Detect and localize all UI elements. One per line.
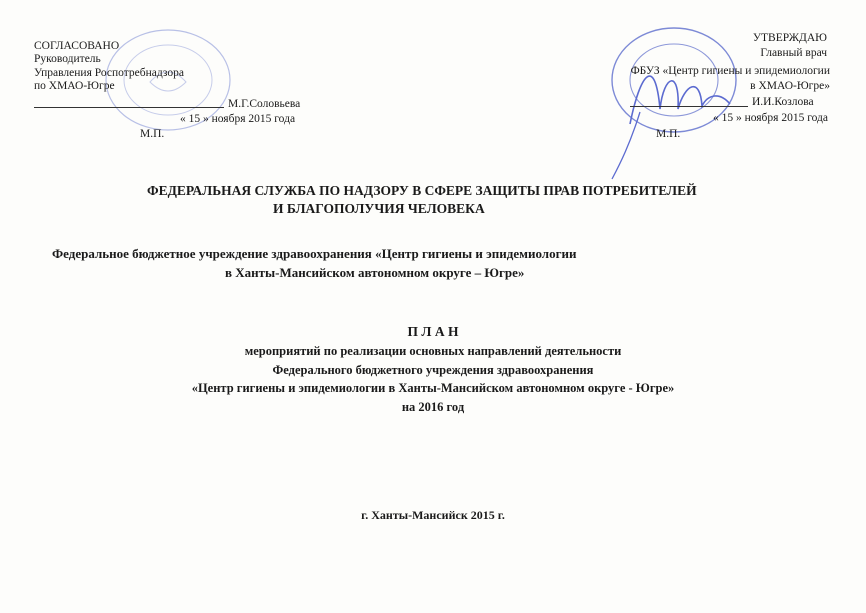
plan-title: П Л А Н (407, 324, 459, 339)
institution-title-line1: Федеральное бюджетное учреждение здравоохранения «Центр гигиены и эпидемиологии (52, 246, 577, 261)
right-signer-name: И.И.Козлова (752, 96, 814, 108)
left-approval-label: СОГЛАСОВАНО (34, 40, 120, 52)
left-approval-org: Управления Роспотребнадзора (34, 67, 184, 79)
left-approval-position: Руководитель (34, 53, 101, 65)
plan-subtitle-line2: Федерального бюджетного учреждения здравоохранения (272, 363, 594, 377)
left-signature-line (34, 107, 224, 108)
left-approval-date: « 15 » ноября 2015 года (180, 113, 296, 125)
left-stamp-mark: М.П. (140, 128, 165, 140)
institution-title-line2: в Ханты-Мансийском автономном округе – Югре» (225, 265, 525, 280)
plan-subtitle-line3: «Центр гигиены и эпидемиологии в Ханты-Мансийском автономном округе - Югре» (191, 381, 675, 395)
right-stamp-mark: М.П. (656, 128, 681, 140)
right-approval-org: ФБУЗ «Центр гигиены и эпидемиологии (630, 65, 830, 77)
right-approval-label: УТВЕРЖДАЮ (752, 32, 827, 44)
left-signer-name: М.Г.Соловьева (228, 98, 301, 110)
right-stamp-image (600, 14, 750, 184)
right-approval-date: « 15 » ноября 2015 года (712, 112, 828, 124)
right-signature-line (630, 106, 748, 107)
plan-subtitle-line1: мероприятий по реализации основных направлений деятельности (244, 344, 622, 358)
right-approval-region: в ХМАО-Югре» (750, 80, 830, 92)
service-title-line2: И БЛАГОПОЛУЧИЯ ЧЕЛОВЕКА (273, 201, 485, 216)
right-approval-position: Главный врач (760, 47, 827, 59)
service-title-line1: ФЕДЕРАЛЬНАЯ СЛУЖБА ПО НАДЗОРУ В СФЕРЕ ЗАЩИТЫ ПРАВ ПОТРЕБИТЕЛЕЙ (147, 183, 697, 198)
footer-place-year: г. Ханты-Мансийск 2015 г. (361, 508, 505, 522)
left-approval-region: по ХМАО-Югре (34, 80, 115, 92)
plan-year: на 2016 год (401, 400, 465, 414)
